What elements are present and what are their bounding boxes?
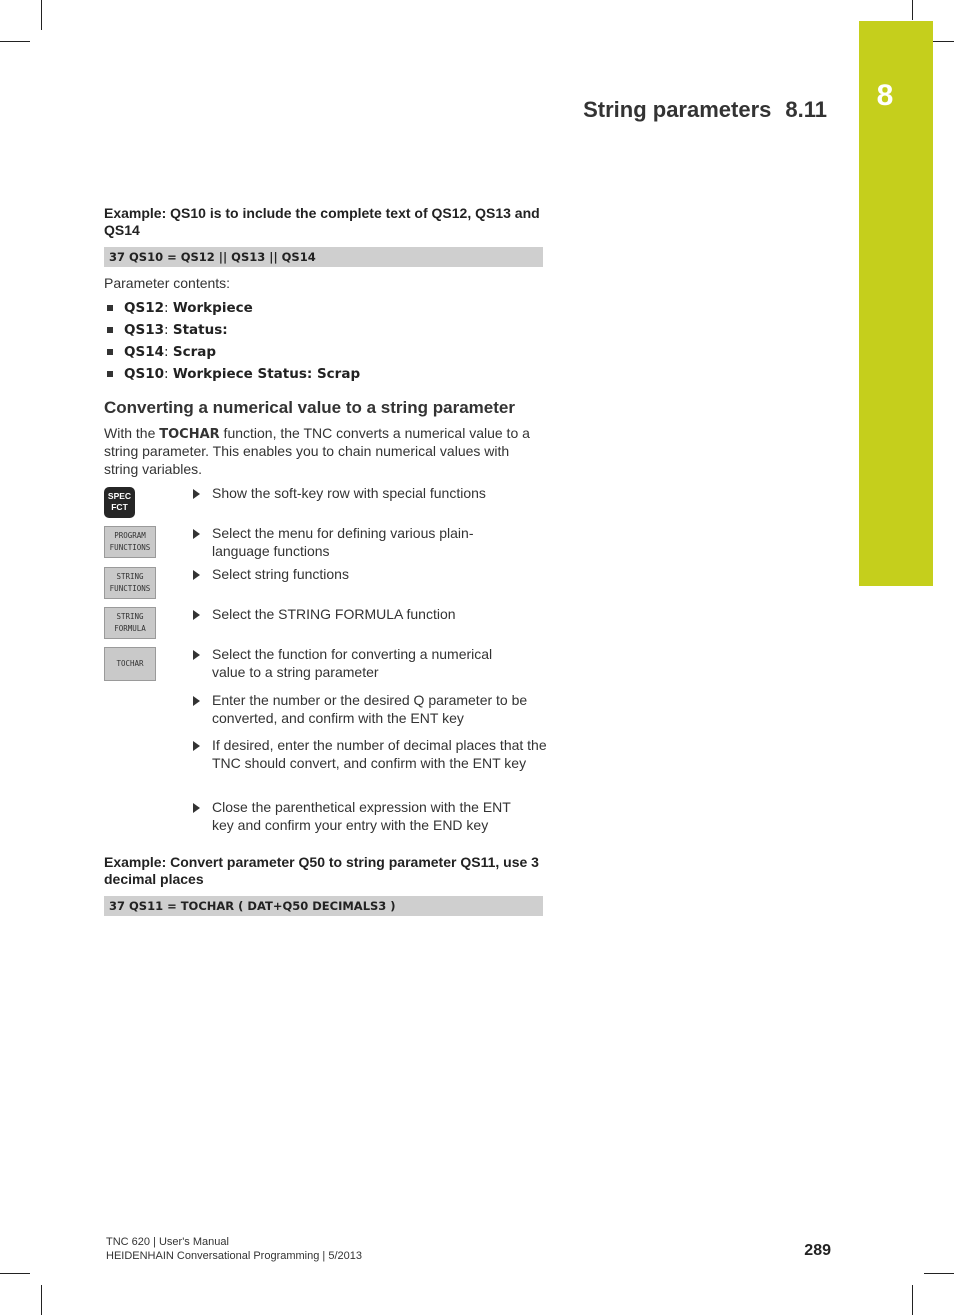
- arrow-icon: [193, 489, 200, 499]
- list-item: QS13: Status:: [104, 319, 564, 341]
- step-item: Select the STRING FORMULA function: [212, 606, 552, 624]
- section-intro: With the TOCHAR function, the TNC converts a numerical value to a string parameter. This enables you to chain numerical values with string variables.: [104, 424, 530, 477]
- step-item: Select the menu for defining various plain-language functions: [212, 525, 502, 560]
- chapter-tab: [859, 21, 933, 586]
- bullet-icon: [107, 349, 113, 355]
- running-head: [583, 97, 827, 123]
- list-item: QS10: Workpiece Status: Scrap: [104, 363, 564, 385]
- step-item: Close the parenthetical expression with the ENT key and confirm your entry with the END key: [212, 799, 532, 834]
- arrow-icon: [193, 650, 200, 660]
- bullet-icon: [107, 371, 113, 377]
- crop-mark: [41, 0, 42, 30]
- crop-mark: [0, 41, 30, 42]
- arrow-icon: [193, 570, 200, 580]
- crop-mark: [912, 0, 913, 20]
- page-number: 289: [804, 1242, 831, 1259]
- crop-mark: [924, 1273, 954, 1274]
- arrow-icon: [193, 696, 200, 706]
- bullet-icon: [107, 305, 113, 311]
- arrow-icon: [193, 803, 200, 813]
- example1-code: 37 QS10 = QS12 || QS13 || QS14: [104, 247, 543, 267]
- crop-mark: [0, 1273, 30, 1274]
- string-functions-softkey[interactable]: STRING FUNCTIONS: [104, 567, 156, 599]
- example1-heading: Example: QS10 is to include the complete text of QS12, QS13 and QS14: [104, 205, 540, 238]
- string-formula-softkey[interactable]: STRING FORMULA: [104, 607, 156, 639]
- chapter-number: 8: [876, 79, 894, 112]
- step-item: Enter the number or the desired Q parameter to be converted, and confirm with the ENT key: [212, 692, 532, 727]
- spec-fct-key[interactable]: SPEC FCT: [104, 487, 135, 518]
- footer-line2: HEIDENHAIN Conversational Programming | 5/2013: [106, 1250, 362, 1262]
- tochar-softkey[interactable]: TOCHAR: [104, 647, 156, 681]
- step-item: Show the soft-key row with special functions: [212, 485, 552, 503]
- step-item: Select string functions: [212, 566, 552, 584]
- arrow-icon: [193, 529, 200, 539]
- params-label: Parameter contents:: [104, 275, 231, 291]
- footer-line1: TNC 620 | User's Manual: [106, 1236, 229, 1248]
- arrow-icon: [193, 741, 200, 751]
- running-head-title: String parameters: [583, 97, 772, 122]
- crop-mark: [912, 1285, 913, 1315]
- footer: [106, 1235, 362, 1263]
- list-item: QS12: Workpiece: [104, 297, 564, 319]
- params-list: [104, 297, 564, 385]
- bullet-icon: [107, 327, 113, 333]
- running-head-section: 8.11: [785, 97, 827, 122]
- step-item: If desired, enter the number of decimal places that the TNC should convert, and confirm with the ENT key: [212, 737, 547, 772]
- crop-mark: [41, 1285, 42, 1315]
- program-functions-softkey[interactable]: PROGRAM FUNCTIONS: [104, 526, 156, 558]
- example2-code: 37 QS11 = TOCHAR ( DAT+Q50 DECIMALS3 ): [104, 896, 543, 916]
- step-item: Select the function for converting a numerical value to a string parameter: [212, 646, 517, 681]
- steps: [104, 484, 564, 836]
- main-content: [104, 205, 564, 916]
- arrow-icon: [193, 610, 200, 620]
- list-item: QS14: Scrap: [104, 341, 564, 363]
- section-heading: Converting a numerical value to a string parameter: [104, 397, 515, 417]
- example2-heading: Example: Convert parameter Q50 to string parameter QS11, use 3 decimal places: [104, 854, 539, 887]
